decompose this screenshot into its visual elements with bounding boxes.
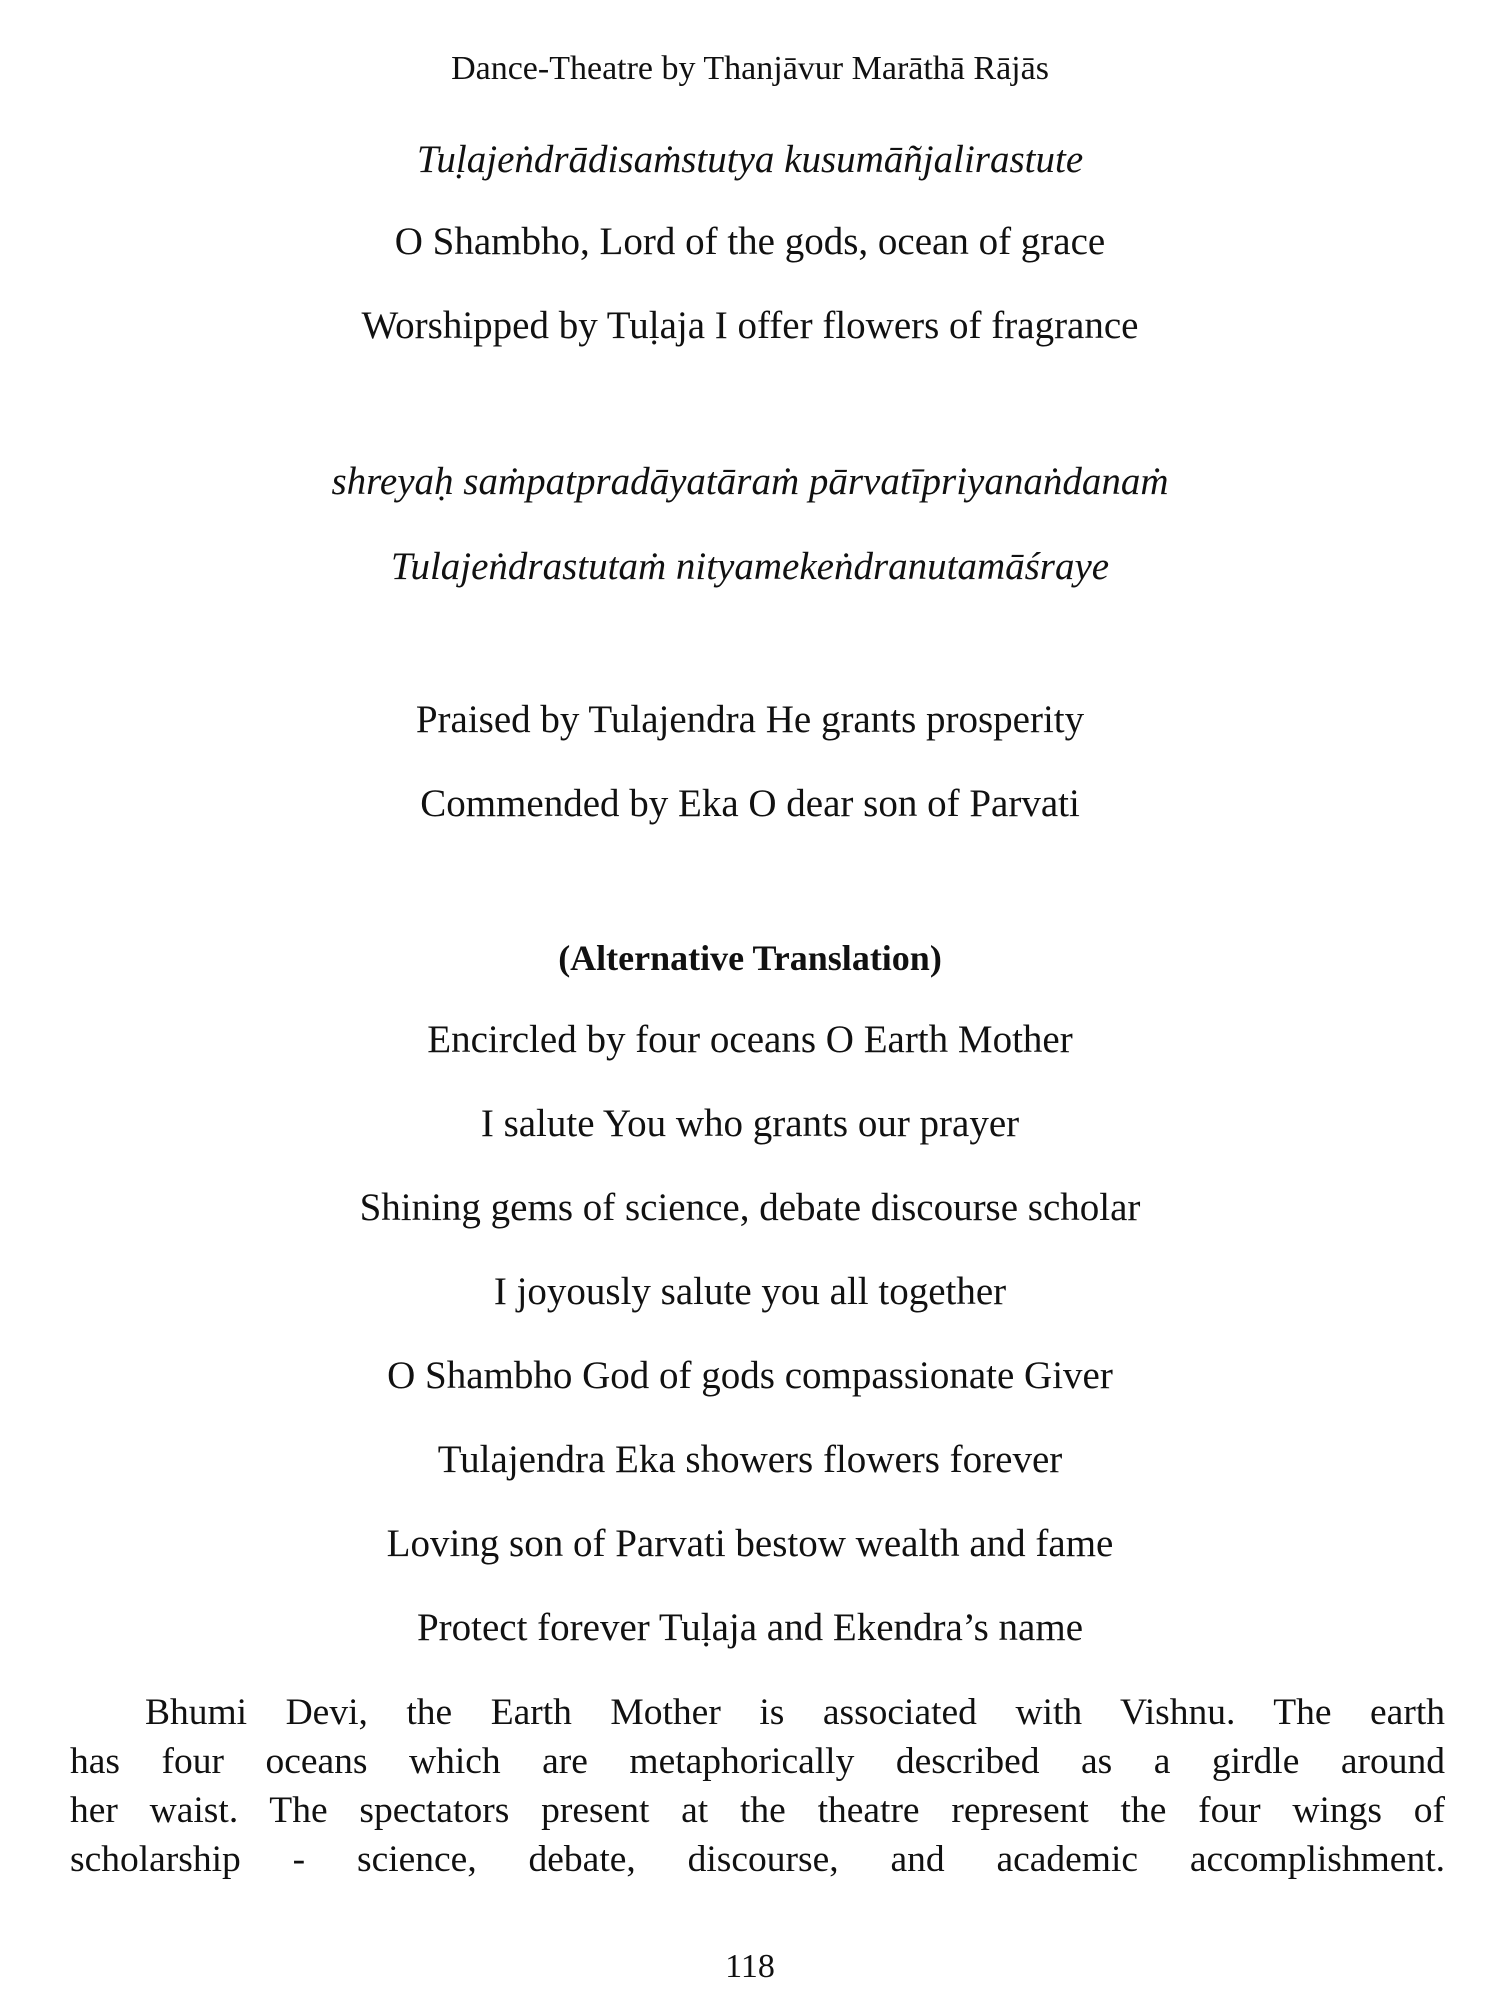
verse-line: Worshipped by Tuḷaja I offer flowers of fragrance — [361, 304, 1139, 347]
verse-line: Loving son of Parvati bestow wealth and fame — [386, 1522, 1114, 1565]
paragraph-line: her waist. The spectators present at the theatre represent the four wings of — [70, 1790, 1445, 1831]
verse-line: O Shambho, Lord of the gods, ocean of grace — [394, 220, 1106, 263]
verse-line: Shining gems of science, debate discourse scholar — [359, 1186, 1141, 1229]
page-number: 118 — [725, 1948, 775, 1985]
verse-line: Tuḷajeṅdrādisaṁstutya kusumāñjalirastute — [416, 138, 1084, 181]
verse-line: I salute You who grants our prayer — [480, 1102, 1020, 1145]
running-header: Dance-Theatre by Thanjāvur Marāthā Rājās — [451, 50, 1049, 87]
verse-line: Tulajeṅdrastutaṁ nityamekeṅdranutamāśraye — [390, 545, 1110, 588]
alternative-translation-heading: (Alternative Translation) — [558, 938, 942, 978]
verse-line: Praised by Tulajendra He grants prosperity — [415, 698, 1085, 741]
commentary-paragraph — [70, 1688, 1445, 1884]
verse-line: Protect forever Tuḷaja and Ekendra’s name — [416, 1606, 1084, 1649]
verse-line: Encircled by four oceans O Earth Mother — [427, 1018, 1073, 1061]
verse-line: Tulajendra Eka showers flowers forever — [437, 1438, 1063, 1481]
verse-line: I joyously salute you all together — [493, 1270, 1007, 1313]
paragraph-line: scholarship - science, debate, discourse, and academic accomplishment. — [70, 1839, 1445, 1880]
verse-line: Commended by Eka O dear son of Parvati — [420, 782, 1080, 825]
paragraph-line: Bhumi Devi, the Earth Mother is associated with Vishnu. The earth — [145, 1692, 1445, 1733]
paragraph-line: has four oceans which are metaphorically described as a girdle around — [70, 1741, 1445, 1782]
verse-line: shreyaḥ saṁpatpradāyatāraṁ pārvatīpriyanaṅdanaṁ — [331, 460, 1169, 503]
verse-line: O Shambho God of gods compassionate Giver — [387, 1354, 1113, 1397]
